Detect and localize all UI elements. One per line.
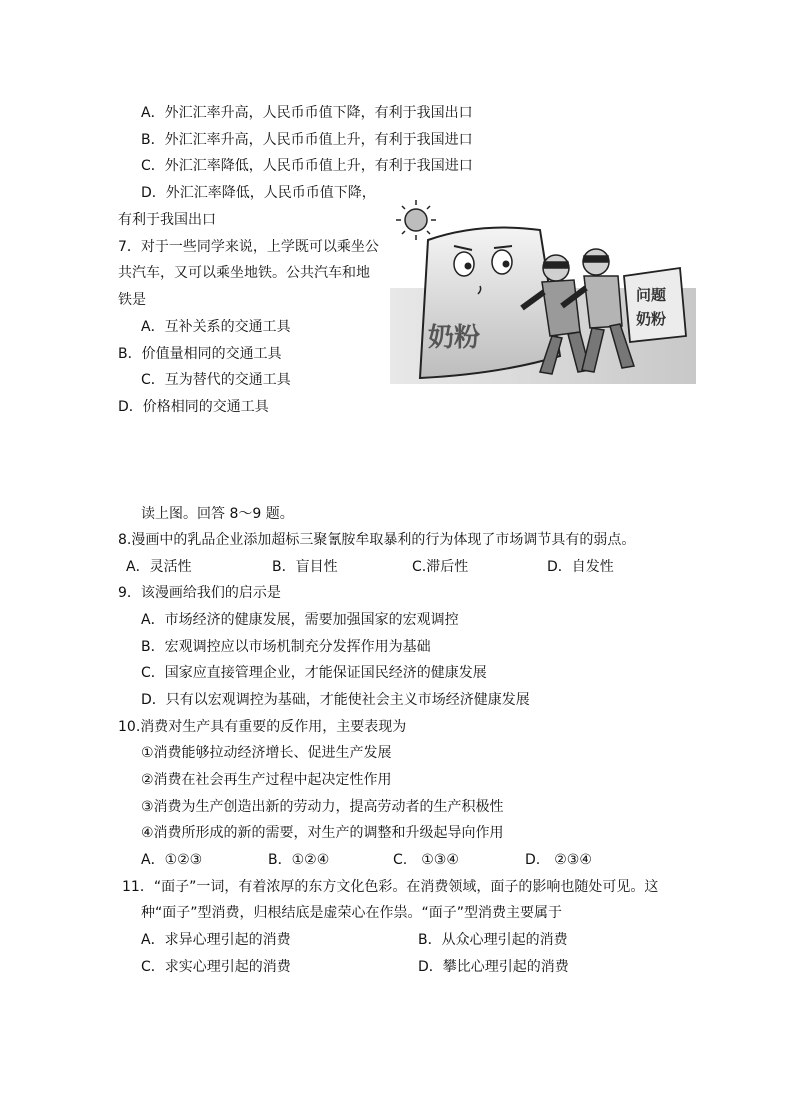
milk-powder-cartoon <box>390 196 696 384</box>
q8-option-a: A．灵活性 <box>126 559 192 575</box>
q8-stem: 8.漫画中的乳品企业添加超标三聚氰胺牟取暴利的行为体现了市场调节具有的弱点。 <box>118 532 636 548</box>
q8-option-d: D．自发性 <box>547 559 614 575</box>
q6-option-d-cont: 有利于我国出口 <box>118 212 216 228</box>
q7-option-c: C．互为替代的交通工具 <box>141 372 291 388</box>
sun-icon <box>396 200 436 240</box>
q9-stem: 9．该漫画给我们的启示是 <box>118 585 281 601</box>
q10-item-3: ③消费为生产创造出新的劳动力，提高劳动者的生产积极性 <box>141 799 504 815</box>
q9-option-a: A．市场经济的健康发展，需要加强国家的宏观调控 <box>141 612 459 628</box>
problem-milk-sign <box>624 268 686 342</box>
q11-stem-line2: 种“面子”型消费，归根结底是虚荣心在作祟。“面子”型消费主要属于 <box>141 905 563 921</box>
q7-stem-line1: 7．对于一些同学来说，上学既可以乘坐公 <box>118 239 379 255</box>
q10-option-a: A．①②③ <box>141 852 203 868</box>
q6-option-d: D．外汇汇率降低，人民币币值下降， <box>141 185 376 201</box>
q6-option-a: A．外汇汇率升高，人民币币值下降，有利于我国出口 <box>141 105 473 121</box>
q9-option-d: D．只有以宏观调控为基础，才能使社会主义市场经济健康发展 <box>141 692 530 708</box>
bag-label: 奶粉 <box>428 323 481 353</box>
q9-option-b: B．宏观调控应以市场机制充分发挥作用为基础 <box>141 639 431 655</box>
q10-option-b: B．①②④ <box>268 852 330 868</box>
q10-option-c: C. ①③④ <box>393 852 459 868</box>
q10-item-2: ②消费在社会再生产过程中起决定性作用 <box>141 772 392 788</box>
q8-option-c: C.滞后性 <box>412 559 469 575</box>
q6-option-b: B．外汇汇率升高，人民币币值上升，有利于我国进口 <box>141 132 473 148</box>
q11-option-c: C．求实心理引起的消费 <box>141 959 291 975</box>
q7-option-d: D．价格相同的交通工具 <box>118 399 269 415</box>
read-prompt: 读上图。回答 8～9 题。 <box>141 506 294 522</box>
q11-option-a: A．求异心理引起的消费 <box>141 932 291 948</box>
milk-powder-bag <box>420 228 560 378</box>
q11-option-b: B．从众心理引起的消费 <box>418 932 568 948</box>
q10-stem: 10.消费对生产具有重要的反作用，主要表现为 <box>118 719 407 735</box>
q6-option-c: C．外汇汇率降低，人民币币值上升，有利于我国进口 <box>141 158 473 174</box>
q11-stem-line1: 11．“面子”一词，有着浓厚的东方文化色彩。在消费领域，面子的影响也随处可见。这 <box>122 879 659 895</box>
q7-stem-line3: 铁是 <box>118 292 146 308</box>
q8-option-b: B．盲目性 <box>272 559 338 575</box>
q7-stem-line2: 共汽车，又可以乘坐地铁。公共汽车和地 <box>118 265 370 281</box>
q9-option-c: C．国家应直接管理企业，才能保证国民经济的健康发展 <box>141 665 487 681</box>
q7-option-b: B．价值量相同的交通工具 <box>118 346 282 362</box>
sign-label-1: 问题 <box>636 286 667 304</box>
q7-option-a: A．互补关系的交通工具 <box>141 319 291 335</box>
q11-option-d: D．攀比心理引起的消费 <box>418 959 569 975</box>
q10-item-1: ①消费能够拉动经济增长、促进生产发展 <box>141 745 392 761</box>
q10-option-d: D. ②③④ <box>525 852 592 868</box>
sign-label-2: 奶粉 <box>636 310 667 328</box>
q10-item-4: ④消费所形成的新的需要，对生产的调整和升级起导向作用 <box>141 825 504 841</box>
